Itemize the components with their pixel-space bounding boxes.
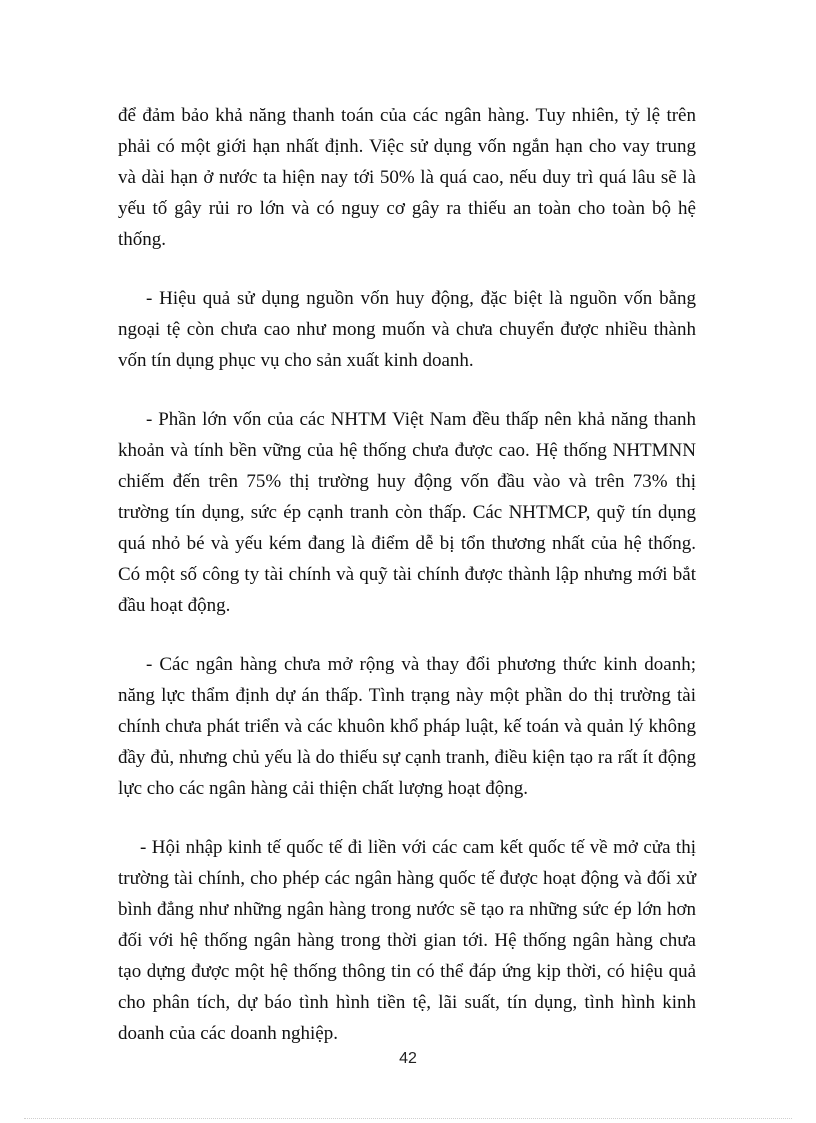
body-text bbox=[118, 100, 696, 1049]
paragraph-mobilized-capital-efficiency: - Hiệu quả sử dụng nguồn vốn huy động, đặc biệt là nguồn vốn bằng ngoại tệ còn chưa cao như mong muốn và chưa chuyển được nhiều thành vốn tín dụng phục vụ cho sản xuất kinh doanh. bbox=[118, 288, 696, 371]
paragraph-low-capital-liquidity: - Phần lớn vốn của các NHTM Việt Nam đều thấp nên khả năng thanh khoản và tính bền vững của hệ thống chưa được cao. Hệ thống NHTMNN chiếm đến trên 75% thị trường huy động vốn đầu vào và trên 73% thị trường tín dụng, sức ép cạnh tranh còn thấp. Các NHTMCP, quỹ tín dụng quá nhỏ bé và yếu kém đang là điểm dễ bị tổn thương nhất của hệ thống. Có một số công ty tài chính và quỹ tài chính được thành lập nhưng mới bắt đầu hoạt động. bbox=[118, 409, 696, 616]
paragraph-business-methods: - Các ngân hàng chưa mở rộng và thay đổi phương thức kinh doanh; năng lực thẩm định dự án thấp. Tình trạng này một phần do thị trường tài chính chưa phát triển và các khuôn khổ pháp luật, kế toán và quản lý không đầy đủ, nhưng chủ yếu là do thiếu sự cạnh tranh, điều kiện tạo ra rất ít động lực cho các ngân hàng cải thiện chất lượng hoạt động. bbox=[118, 654, 696, 799]
paragraph-international-integration: - Hội nhập kinh tế quốc tế đi liền với các cam kết quốc tế về mở cửa thị trường tài chính, cho phép các ngân hàng quốc tế được hoạt động và đối xử bình đẳng như những ngân hàng trong nước sẽ tạo ra những sức ép lớn hơn đối với hệ thống ngân hàng trong thời gian tới. Hệ thống ngân hàng chưa tạo dựng được một hệ thống thông tin có thể đáp ứng kịp thời, có hiệu quả cho phân tích, dự báo tình hình tiền tệ, lãi suất, tín dụng, tình hình kinh doanh của các doanh nghiệp. bbox=[118, 837, 696, 1044]
paragraph-continuation: để đảm bảo khả năng thanh toán của các ngân hàng. Tuy nhiên, tỷ lệ trên phải có một giới hạn nhất định. Việc sử dụng vốn ngắn hạn cho vay trung và dài hạn ở nước ta hiện nay tới 50% là quá cao, nếu duy trì quá lâu sẽ là yếu tố gây rủi ro lớn và có nguy cơ gây ra thiếu an toàn cho toàn bộ hệ thống. bbox=[118, 105, 696, 250]
page-bottom-divider bbox=[24, 1118, 792, 1119]
page-number: 42 bbox=[399, 1050, 417, 1067]
